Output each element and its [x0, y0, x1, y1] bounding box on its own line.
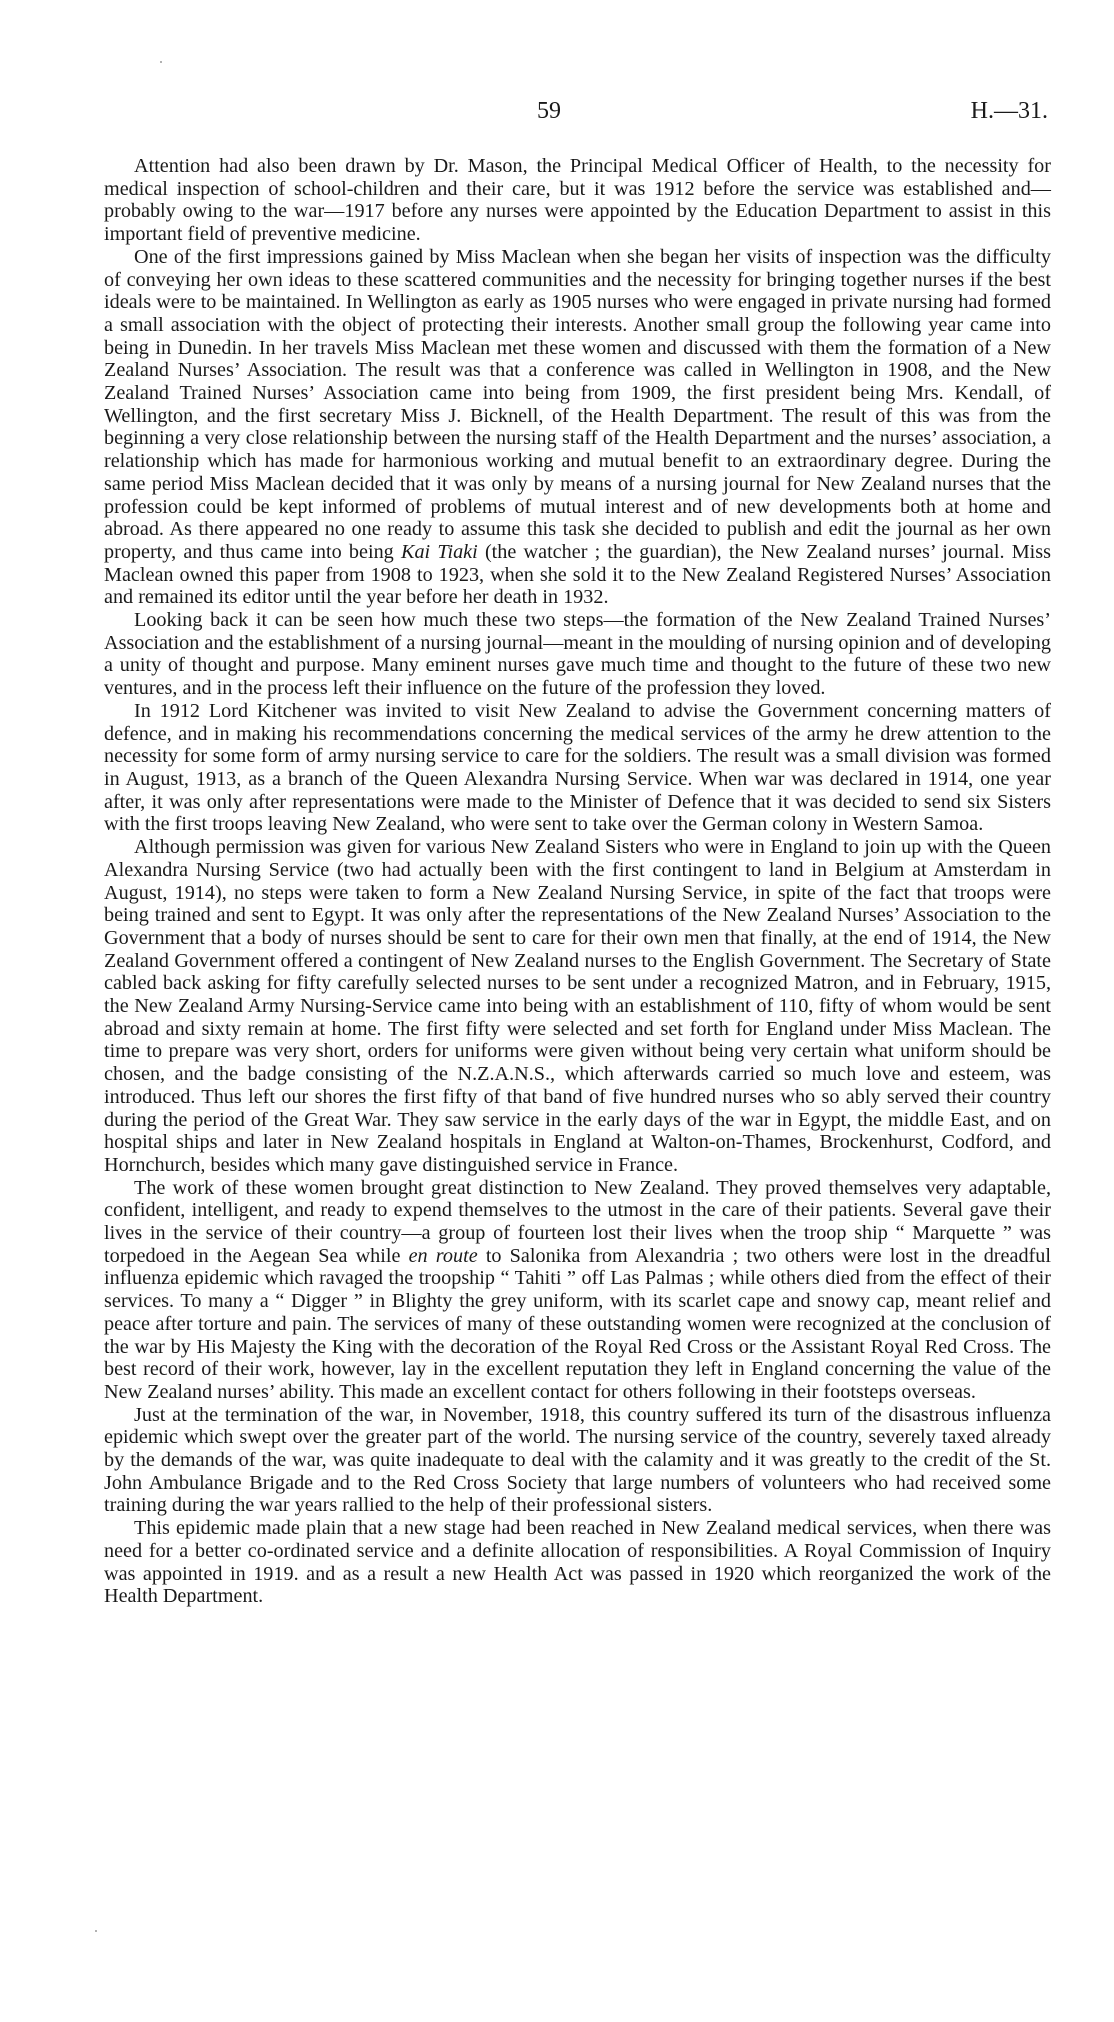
paragraph-text: (the watcher ; the guardian), the New Zealand nurses’ journal. Miss Maclean owned this paper from 1908 to 1923, when she sold it to the New Zealand Registered Nurses’ Association and remained its editor until the year before her death in 1932. — [104, 540, 1052, 609]
body-text — [104, 155, 1051, 1608]
paragraph-text: One of the first impressions gained by Miss Maclean when she began her visits of inspection was the difficulty of conveying her own ideas to these scattered communities and the necessity for bringing together nurses if the best ideals were to be maintained. In Wellington as early as 1905 nurses who were engaged in private nursing had formed a small association with the object of protecting their interests. Another small group the following year came into being in Dunedin. In her travels Miss Maclean met these women and discussed with them the formation of a New Zealand Nurses’ Association. The result was that a conference was called in Wellington in 1908, and the New Zealand Trained Nurses’ Association came into being from 1909, the first president being Mrs. Kendall, of Wellington, and the first secretary Miss J. Bicknell, of the Health Department. The result of this was from the beginning a very close relationship between the nursing staff of the Health Department and the nurses’ association, a relationship which has made for harmonious working and mutual benefit to an extraordinary degree. During the same period Miss Maclean decided that it was only by means of a nursing journal for New Zealand nurses that the profession could be kept informed of problems of mutual interest and of new developments both at home and abroad. As there appeared no one ready to assume this task she decided to publish and edit the journal as her own property, and thus came into being — [104, 245, 1051, 563]
paragraph-school-medical-inspection: Attention had also been drawn by Dr. Mason, the Principal Medical Officer of Health, to the necessity for medical inspection of school-children and their care, but it was 1912 before the service was established and—probably owing to the war—1917 before any nurses were appointed by the Education Department to assist in this important field of preventive medicine. — [104, 155, 1051, 246]
page-header — [0, 96, 1114, 126]
document-reference: H.—31. — [970, 98, 1048, 124]
italic-phrase: en route — [408, 1244, 478, 1267]
paragraph-work-of-women — [104, 1177, 1051, 1404]
page-number: 59 — [537, 98, 561, 124]
paragraph-nurses-association — [104, 246, 1051, 609]
paragraph-lord-kitchener: In 1912 Lord Kitchener was invited to visit New Zealand to advise the Government concerning matters of defence, and in making his recommendations concerning the medical services of the army he drew attention to the necessity for some form of army nursing service to care for the soldiers. The result was a small division was formed in August, 1913, as a branch of the Queen Alexandra Nursing Service. When war was declared in 1914, one year after, it was only after representations were made to the Minister of Defence that it was decided to send six Sisters with the first troops leaving New Zealand, who were sent to take over the German colony in Western Samoa. — [104, 699, 1051, 836]
scan-speck — [95, 1930, 97, 1932]
journal-title: Kai Tiaki — [400, 540, 478, 563]
paragraph-influenza-epidemic: Just at the termination of the war, in November, 1918, this country suffered its turn of the disastrous influenza epidemic which swept over the greater part of the world. The nursing service of the country, severely taxed already by the demands of the war, was quite inadequate to deal with the calamity and it was greatly to the credit of the St. John Ambulance Brigade and to the Red Cross Society that large numbers of volunteers who had received some training during the war years rallied to the help of their professional sisters. — [104, 1403, 1051, 1517]
paragraph-text: to Salonika from Alexandria ; two others were lost in the dreadful influenza epidemic which ravaged the troopship “ Tahiti ” off Las Palmas ; while others died from the effect of their services. To many a “ Digger ” in Blighty the grey uniform, with its scarlet cape and snowy cap, meant relief and peace after torture and pain. The services of many of these outstanding women were recognized at the conclusion of the war by His Majesty the King with the decoration of the Royal Red Cross or the Assistant Royal Red Cross. The best record of their work, however, lay in the excellent reputation they left in England concerning the value of the New Zealand nurses’ ability. This made an excellent contact for others following in their footsteps overseas. — [104, 1244, 1051, 1403]
paragraph-text: The work of these women brought great distinction to New Zealand. They proved themselves very adaptable, confident, intelligent, and ready to expend themselves to the utmost in the care of their patients. Several gave their lives in the service of their country—a group of fourteen lost their lives when the troop ship “ Marquette ” was torpedoed in the Aegean Sea while — [104, 1176, 1051, 1267]
paragraph-army-nursing-service: Although permission was given for various New Zealand Sisters who were in England to join up with the Queen Alexandra Nursing Service (two had actually been with the first contingent to land in Belgium at Amsterdam in August, 1914), no steps were taken to form a New Zealand Nursing Service, in spite of the fact that troops were being trained and sent to Egypt. It was only after the representations of the New Zealand Nurses’ Association to the Government that a body of nurses should be sent to care for their own men that finally, at the end of 1914, the New Zealand Government offered a contingent of New Zealand nurses to the English Government. The Secretary of State cabled back asking for fifty carefully selected nurses to be sent under a recognized Matron, and in February, 1915, the New Zealand Army Nursing-Service came into being with an establishment of 110, fifty of whom would be sent abroad and sixty remain at home. The first fifty were selected and set forth for England under Miss Maclean. The time to prepare was very short, orders for uniforms were given without being very certain what uniform should be chosen, and the badge consisting of the N.Z.A.N.S., which afterwards carried so much love and esteem, was introduced. Thus left our shores the first fifty of that band of five hundred nurses who so ably served their country during the period of the Great War. They saw service in the early days of the war in Egypt, the middle East, and on hospital ships and later in New Zealand hospitals in England at Walton-on-Thames, Brockenhurst, Codford, and Hornchurch, besides which many gave distinguished service in France. — [104, 836, 1051, 1176]
scan-speck — [160, 61, 162, 63]
paragraph-health-act: This epidemic made plain that a new stage had been reached in New Zealand medical services, when there was need for a better co-ordinated service and a definite allocation of responsibilities. A Royal Commission of Inquiry was appointed in 1919. and as a result a new Health Act was passed in 1920 which reorganized the work of the Health Department. — [104, 1517, 1051, 1608]
paragraph-looking-back: Looking back it can be seen how much these two steps—the formation of the New Zealand Trained Nurses’ Association and the establishment of a nursing journal—meant in the moulding of nursing opinion and of developing a unity of thought and purpose. Many eminent nurses gave much time and thought to the future of these two new ventures, and in the process left their influence on the future of the profession they loved. — [104, 609, 1051, 700]
